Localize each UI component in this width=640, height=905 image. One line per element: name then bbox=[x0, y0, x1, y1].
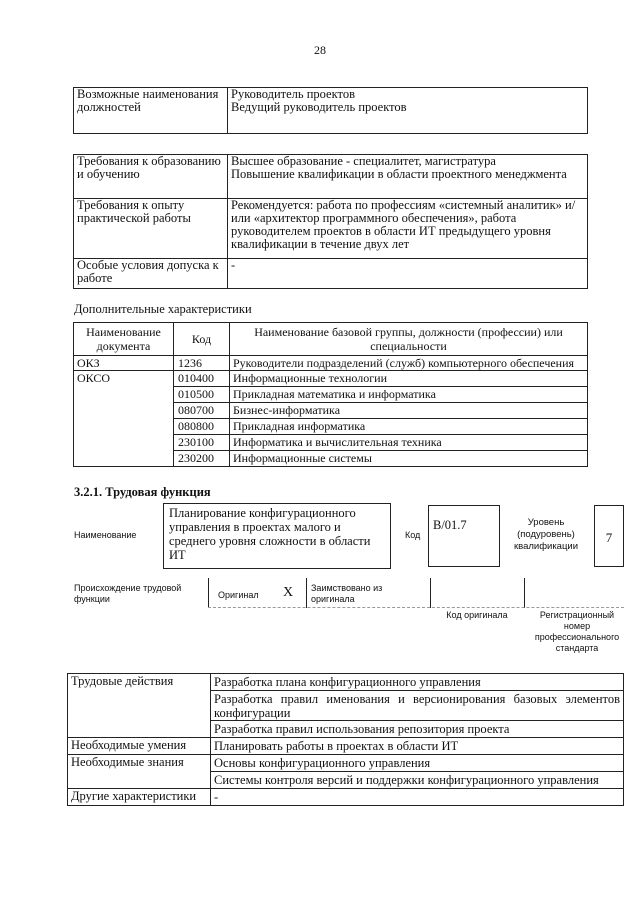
table-row bbox=[74, 371, 588, 387]
doc-code: 080800 bbox=[174, 419, 230, 435]
detail-item: Разработка плана конфигурационного управления bbox=[211, 674, 624, 691]
doc-specialty: Бизнес-информатика bbox=[230, 403, 588, 419]
divider bbox=[524, 578, 525, 608]
function-name: Планирование конфигурационного управления в проектах малого и среднего уровня сложности в области ИТ bbox=[169, 506, 371, 562]
section-title: 3.2.1. Трудовая функция bbox=[74, 485, 211, 499]
level-box bbox=[594, 505, 624, 567]
original-mark: X bbox=[283, 585, 294, 600]
table-row bbox=[74, 155, 588, 199]
page-number: 28 bbox=[314, 43, 326, 57]
doc-specialty: Руководители подразделений (служб) компьютерного обеспечения bbox=[230, 356, 588, 371]
divider bbox=[430, 578, 431, 608]
column-header: Код bbox=[174, 323, 230, 356]
code-label: Код bbox=[405, 530, 421, 540]
requirement-line: Высшее образование - специалитет, магистратура bbox=[231, 154, 496, 168]
divider bbox=[306, 578, 307, 608]
function-code-box bbox=[428, 505, 500, 567]
doc-specialty: Информационные системы bbox=[230, 451, 588, 467]
positions-label: Возможные наименования должностей bbox=[74, 88, 228, 134]
detail-item: Разработка правил использования репозитория проекта bbox=[211, 721, 624, 738]
table-row bbox=[74, 259, 588, 289]
doc-specialty: Информатика и вычислительная техника bbox=[230, 435, 588, 451]
position-name: Руководитель проектов bbox=[231, 87, 355, 101]
origin-label: Происхождение трудовой функции bbox=[74, 583, 182, 604]
table-row bbox=[68, 789, 624, 806]
requirement-label: Требования к опыту практической работы bbox=[74, 199, 228, 259]
details-label: Необходимые умения bbox=[68, 738, 211, 755]
name-label: Наименование bbox=[74, 530, 137, 540]
doc-specialty: Информационные технологии bbox=[230, 371, 588, 387]
reg-number-label: Регистрационный номер профессионального стандарта bbox=[534, 610, 620, 653]
doc-code: 010400 bbox=[174, 371, 230, 387]
function-code: B/01.7 bbox=[433, 518, 467, 532]
detail-item: Разработка правил именования и версионирования базовых элементов конфигурации bbox=[211, 691, 624, 721]
doc-code: 230100 bbox=[174, 435, 230, 451]
requirement-label: Особые условия допуска к работе bbox=[74, 259, 228, 289]
requirement-line: - bbox=[228, 259, 588, 289]
requirements-table bbox=[73, 154, 588, 289]
doc-specialty: Прикладная информатика bbox=[230, 419, 588, 435]
detail-item: Планировать работы в проектах в области ИТ bbox=[211, 738, 624, 755]
level-value: 7 bbox=[605, 530, 613, 545]
doc-code: 010500 bbox=[174, 387, 230, 403]
table-row bbox=[68, 755, 624, 772]
doc-code: 080700 bbox=[174, 403, 230, 419]
positions-values bbox=[228, 88, 588, 134]
extra-title: Дополнительные характеристики bbox=[74, 302, 252, 316]
doc-name: ОКСО bbox=[74, 371, 174, 467]
table-row bbox=[74, 356, 588, 371]
column-header: Наименование базовой группы, должности (профессии) или специальности bbox=[230, 323, 588, 356]
detail-item: Основы конфигурационного управления bbox=[211, 755, 624, 772]
details-label: Необходимые знания bbox=[68, 755, 211, 789]
divider bbox=[208, 607, 624, 608]
doc-specialty: Прикладная математика и информатика bbox=[230, 387, 588, 403]
requirement-line: Повышение квалификации в области проектного менеджмента bbox=[231, 167, 567, 181]
table-row bbox=[68, 674, 624, 691]
position-name: Ведущий руководитель проектов bbox=[231, 100, 407, 114]
detail-item: - bbox=[211, 789, 624, 806]
doc-code: 230200 bbox=[174, 451, 230, 467]
positions-table bbox=[73, 87, 588, 134]
table-row bbox=[74, 199, 588, 259]
code-original-label: Код оригинала bbox=[446, 610, 508, 620]
requirement-line: Рекомендуется: работа по профессиям «системный аналитик» и/или «архитектор программного обеспечения», работа руководителем проектов в области ИТ предыдущего уровня квалификации в течение двух лет bbox=[228, 199, 588, 259]
details-label: Трудовые действия bbox=[68, 674, 211, 738]
detail-item: Системы контроля версий и поддержки конфигурационного управления bbox=[211, 772, 624, 789]
divider bbox=[208, 578, 209, 608]
original-label: Оригинал bbox=[218, 590, 259, 600]
level-label: Уровень (подуровень) квалификации bbox=[513, 517, 579, 552]
extra-table bbox=[73, 322, 588, 467]
details-label: Другие характеристики bbox=[68, 789, 211, 806]
requirement-label: Требования к образованию и обучению bbox=[74, 155, 228, 199]
table-header-row bbox=[74, 323, 588, 356]
borrowed-label: Заимствовано из оригинала bbox=[311, 583, 383, 604]
details-table bbox=[67, 673, 624, 806]
doc-code: 1236 bbox=[174, 356, 230, 371]
function-name-box bbox=[163, 503, 391, 569]
table-row bbox=[68, 738, 624, 755]
column-header: Наименование документа bbox=[74, 323, 174, 356]
doc-name: ОКЗ bbox=[74, 356, 174, 371]
